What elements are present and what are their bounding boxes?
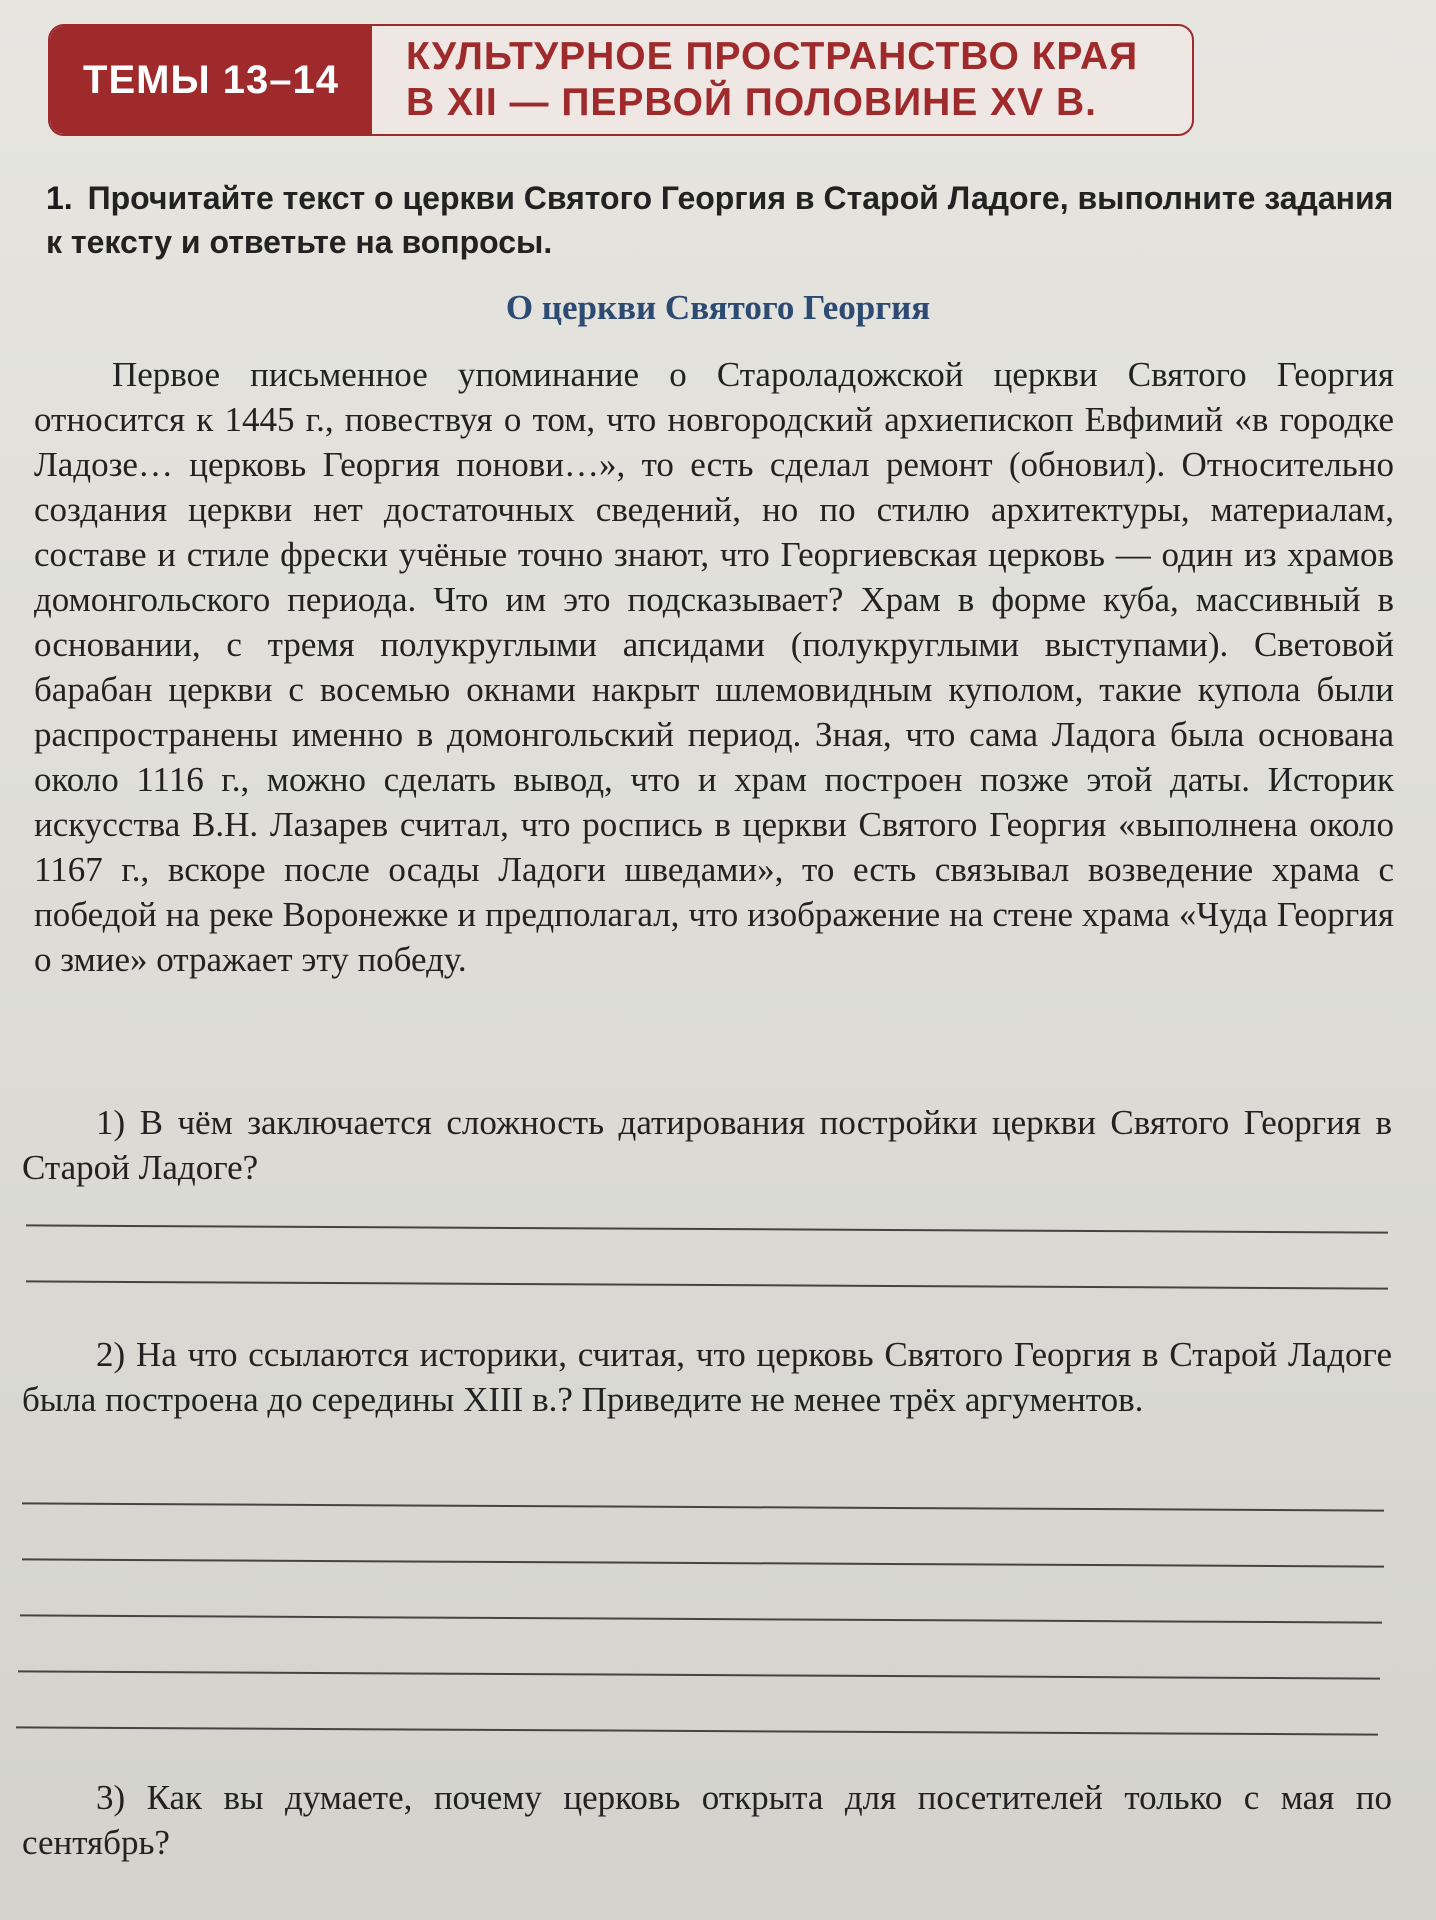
text-body: Первое письменное упоминание о Староладожской церкви Святого Георгия относится к 1445 г., повествуя о том, что новгородский архиепископ Евфимий «в городке Ладозе… церковь Георгия понови…», то есть сделал ремонт (обновил). Относительно создания церкви нет достаточных сведений, но по стилю архитектуры, материалам, составе и стиле фрески учёные точно знают, что Георгиевская церковь — один из храмов домонгольского периода. Что им это подсказывает? Храм в форме куба, массивный в основании, с тремя полукруглыми апсидами (полукруглыми выступами). Световой барабан церкви с восемью окнами накрыт шлемовидным куполом, такие купола были распространены именно в домонгольский период. Зная, что сама Ладога была основана около 1116 г., можно сделать вывод, что и храм построен позже этой даты. Историк искусства В.Н. Лазарев считал, что роспись в церкви Святого Георгия «выполнена около 1167 г., вскоре после осады Ладоги шведами», то есть связывал возведение храма с победой на реке Воронежке и предполагал, что изображение на стене храма «Чуда Георгия о змие» отражает эту победу. [34,355,1394,979]
answer-line[interactable] [20,1614,1382,1623]
section-title [406,34,1176,126]
answer-line[interactable] [22,1502,1384,1511]
answer-line[interactable] [26,1280,1388,1289]
section-title-line-2: В XII — ПЕРВОЙ ПОЛОВИНЕ XV В. [406,81,1097,124]
answer-line[interactable] [26,1224,1388,1233]
answer-line[interactable] [16,1726,1378,1735]
question-1: 1) В чём заключается сложность датирования постройки церкви Святого Георгия в Старой Ладоге? [22,1103,1392,1187]
task-instruction: Прочитайте текст о церкви Святого Георгия в Старой Ладоге, выполните задания к тексту и ответьте на вопросы. [46,180,1394,260]
task-number: 1. [46,180,73,216]
answer-line[interactable] [18,1670,1380,1679]
question-3: 3) Как вы думаете, почему церковь открыта для посетителей только с мая по сентябрь? [22,1778,1392,1862]
themes-label: ТЕМЫ 13–14 [50,26,372,134]
task-heading [46,176,1406,264]
section-title-line-1: КУЛЬТУРНОЕ ПРОСТРАНСТВО КРАЯ [406,35,1139,78]
question-2: 2) На что ссылаются историки, считая, что церковь Святого Георгия в Старой Ладоге была построена до середины XIII в.? Приведите не менее трёх аргументов. [22,1335,1392,1419]
topic-header [48,24,1194,136]
text-title: О церкви Святого Георгия [505,288,931,327]
answer-line[interactable] [22,1558,1384,1567]
